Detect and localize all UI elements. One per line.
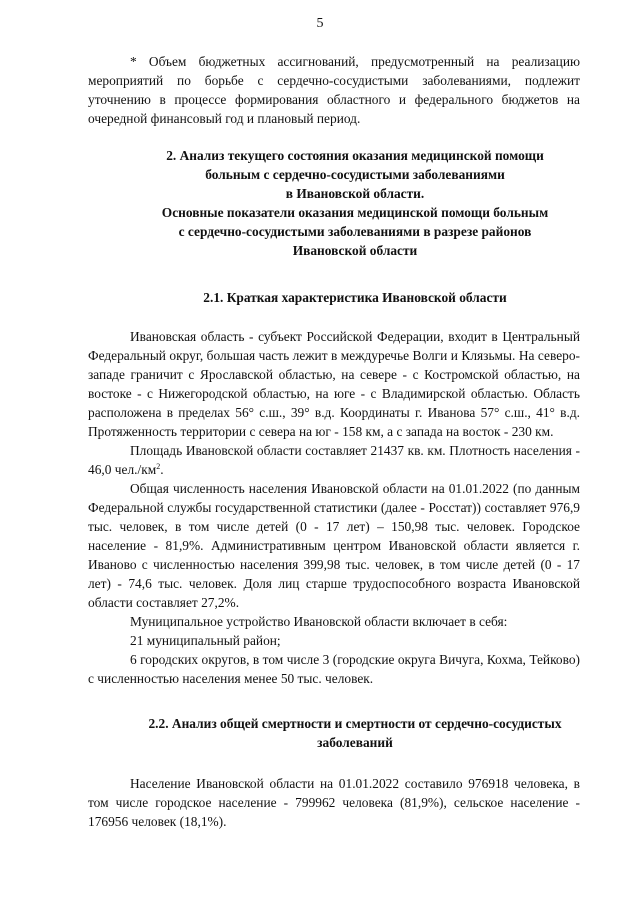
heading-line: Ивановской области	[292, 243, 418, 258]
paragraph-region-geography: Ивановская область - субъект Российской Федерации, входит в Центральный Федеральный округ, большая часть лежит в междуречье Волги и Клязьмы. На северо-западе граничит с Ярославской областью, на севере - с Костромской областью, на востоке - с Нижегородской областью, на юге - с Владимирской областью. Область расположена в пределах 56° с.ш., 39° в.д. Координаты г. Иванова 57° с.ш., 41° в.д. Протяженность территории с севера на юг - 158 км, а с запада на восток - 230 км.	[88, 329, 580, 439]
area-density-end: .	[160, 462, 164, 477]
paragraph-population-2022: Население Ивановской области на 01.01.2022 составило 976918 человека, в том числе городское население - 799962 человека (81,9%), сельское население - 176956 человек (18,1%).	[88, 776, 580, 829]
section-2-2-heading	[88, 714, 580, 752]
paragraph-municipal-structure: Муниципальное устройство Ивановской области включает в себя:	[130, 614, 508, 629]
section-2-1-heading: 2.1. Краткая характеристика Ивановской области	[203, 290, 507, 305]
superscript-two: 2	[156, 462, 161, 471]
heading-line: заболеваний	[317, 735, 393, 750]
paragraph-districts: 21 муниципальный район;	[130, 633, 281, 648]
page-number: 5	[316, 16, 324, 31]
heading-line: 2.2. Анализ общей смертности и смертности от сердечно-сосудистых	[148, 716, 562, 731]
footnote-budget: * Объем бюджетных ассигнований, предусмотренный на реализацию мероприятий по борьбе с сердечно-сосудистыми заболеваниями, подлежит уточнению в процессе формирования областного и федерального бюджетов на очередной финансовый год и плановый период.	[88, 54, 580, 126]
heading-line: Основные показатели оказания медицинской помощи больным	[161, 205, 549, 220]
heading-line: в Ивановской области.	[285, 186, 425, 201]
heading-line: 2. Анализ текущего состояния оказания медицинской помощи	[166, 148, 544, 163]
document-body	[88, 52, 580, 831]
paragraph-area-density	[88, 441, 580, 479]
paragraph-city-districts: 6 городских округов, в том числе 3 (городские округа Вичуга, Кохма, Тейково) с численностью населения менее 50 тыс. человек.	[88, 652, 580, 686]
heading-line: с сердечно-сосудистыми заболеваниями в разрезе районов	[178, 224, 532, 239]
section-2-heading	[88, 146, 580, 260]
heading-line: больным с сердечно-сосудистыми заболеваниями	[205, 167, 505, 182]
area-density-text: Площадь Ивановской области составляет 21437 кв. км. Плотность населения - 46,0 чел./км	[88, 443, 580, 477]
paragraph-population: Общая численность населения Ивановской области на 01.01.2022 (по данным Федеральной службы государственной статистики (далее - Росстат)) составляет 976,9 тыс. человек, в том числе детей (0 - 17 лет) – 150,98 тыс. человек. Городское население - 81,9%. Административным центром Ивановской области является г. Иваново с численностью населения 399,98 тыс. человек, в том числе детей (0 - 17 лет) - 74,6 тыс. человек. Доля лиц старше трудоспособного возраста Ивановской области составляет 27,2%.	[88, 481, 580, 610]
